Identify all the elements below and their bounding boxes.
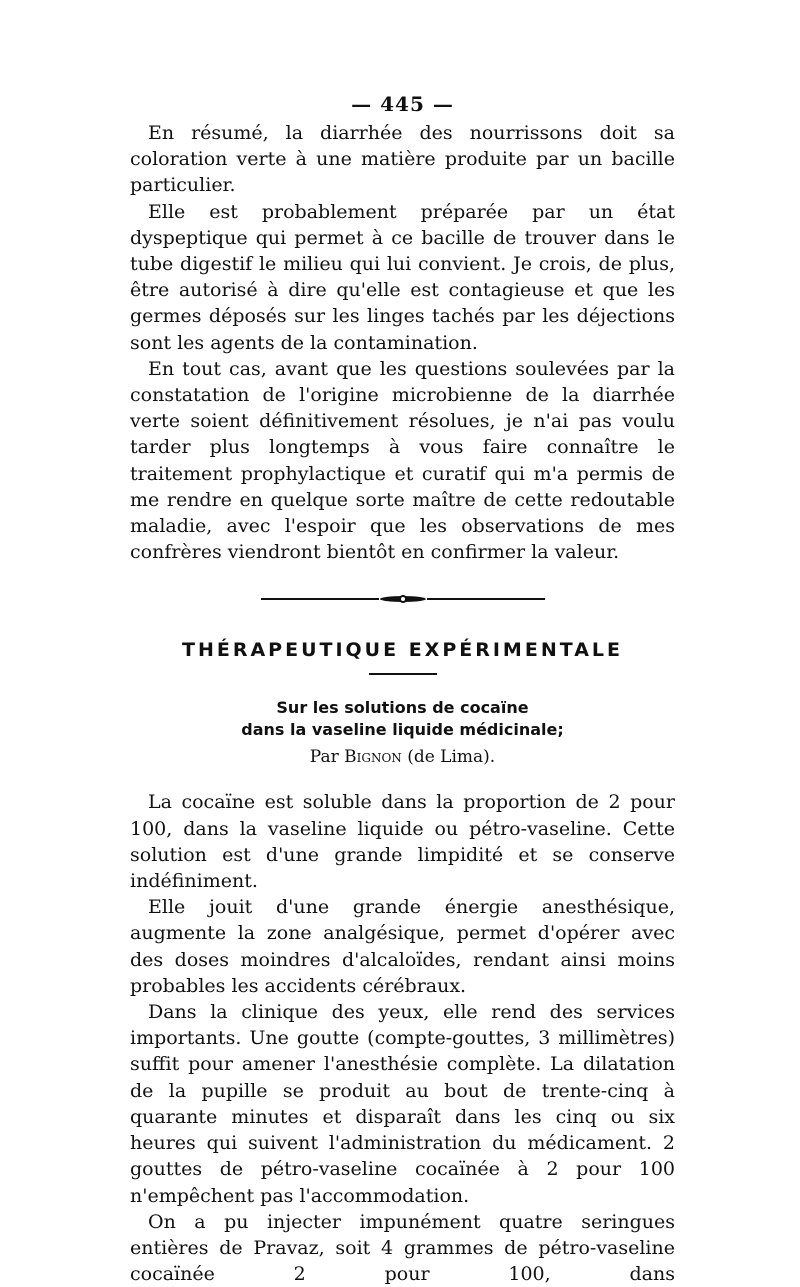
author-name: Bignon <box>344 747 402 768</box>
intro-paragraph-3: En tout cas, avant que les questions soulevées par la constatation de l'origine microbienne de la diarrhée verte soient définitivement résolues, je n'ai pas voulu tarder plus longtemps à vous faire connaître le traitement prophylactique et curatif qui m'a permis de me rendre en quelque sorte maître de cette redoutable maladie, avec l'espoir que les observations de mes confrères viendront bientôt en confirmer la valeur. <box>130 357 675 564</box>
page-number: — 445 — <box>351 92 454 116</box>
body-paragraph-4: On a pu injecter impunément quatre seringues entières de Pravaz, soit 4 grammes de pétro-vaseline cocaïnée 2 pour 100, dans <box>130 1210 675 1286</box>
book-page <box>130 92 675 1287</box>
article-title-line-2: dans la vaseline liquide médicinale; <box>241 720 564 740</box>
author-line <box>130 747 675 767</box>
title-rule <box>369 673 437 675</box>
section-title: THÉRAPEUTIQUE EXPÉRIMENTALE <box>181 639 623 662</box>
author-suffix: (de Lima). <box>401 747 496 768</box>
body-paragraph-1: La cocaïne est soluble dans la proportion de 2 pour 100, dans la vaseline liquide ou pétro-vaseline. Cette solution est d'une grande limpidité et se conserve indéfiniment. <box>130 791 675 893</box>
ornamental-divider <box>130 589 675 609</box>
body-paragraph-2: Elle jouit d'une grande énergie anesthésique, augmente la zone analgésique, permet d'opérer avec des doses moindres d'alcaloïdes, rendant ainsi moins probables les accidents cérébraux. <box>130 896 675 997</box>
body-paragraph-3: Dans la clinique des yeux, elle rend des services importants. Une goutte (compte-gouttes, 3 millimètres) suffit pour amener l'anesthésie complète. La dilatation de la pupille se produit au bout de trente-cinq à quarante minutes et disparaît dans les cinq ou six heures qui suivent l'administration du médicament. 2 gouttes de pétro-vaseline cocaïnée à 2 pour 100 n'empêchent pas l'accommodation. <box>130 1001 675 1207</box>
author-prefix: Par <box>309 747 345 768</box>
intro-paragraph-1: En résumé, la diarrhée des nourrissons doit sa coloration verte à une matière produite par un bacille particulier. <box>130 122 675 197</box>
intro-paragraph-2: Elle est probablement préparée par un état dyspeptique qui permet à ce bacille de trouver dans le tube digestif le milieu qui lui convient. Je crois, de plus, être autorisé à dire qu'elle est contagieuse et que les germes déposés sur les linges tachés par les déjections sont les agents de la contamination. <box>130 200 675 354</box>
article-title-line-1: Sur les solutions de cocaïne <box>276 698 529 718</box>
